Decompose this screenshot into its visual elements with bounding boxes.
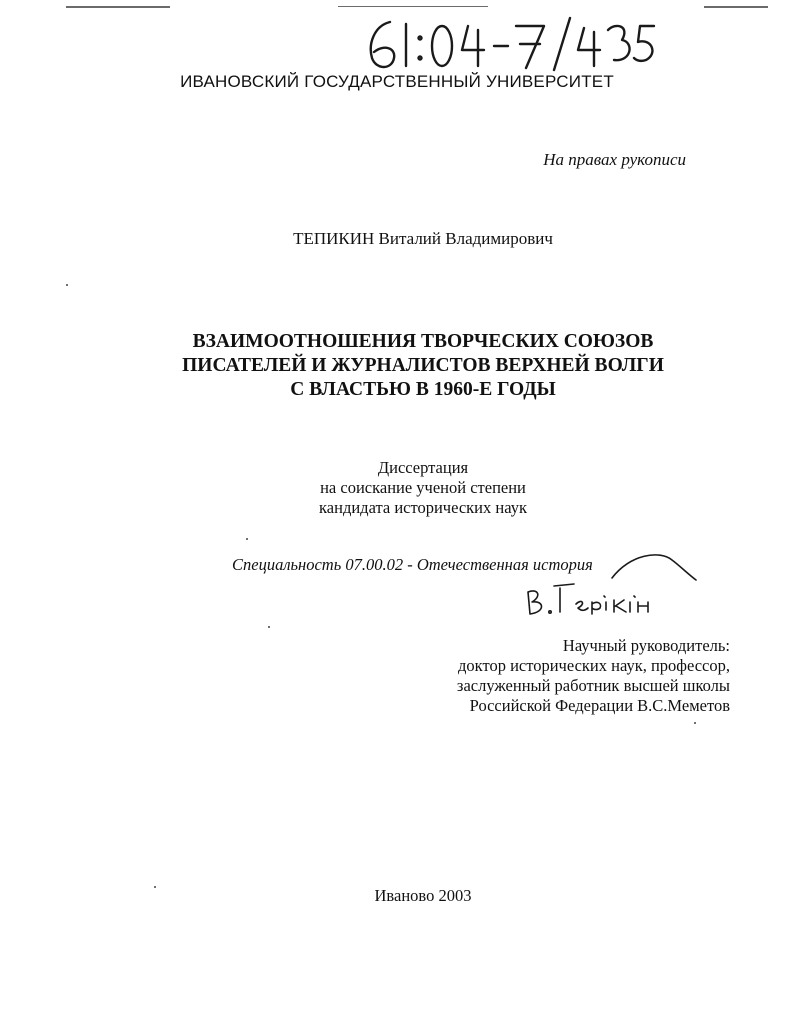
advisor-line: заслуженный работник высшей школы [456, 676, 730, 695]
scan-speck [246, 538, 248, 540]
archive-number-text: 61:04-7/435 [360, 14, 365, 15]
advisor-line: Научный руководитель: [562, 636, 730, 655]
author-signature [520, 552, 700, 624]
degree-statement [0, 458, 794, 518]
scan-speck [268, 626, 270, 628]
scan-speck [694, 722, 696, 724]
handwritten-archive-number [360, 14, 660, 74]
advisor-line: доктор исторических наук, профессор, [458, 656, 730, 675]
advisor-line: Российской Федерации В.С.Меметов [469, 696, 730, 715]
degree-line: на соискание ученой степени [320, 478, 526, 497]
degree-line: Диссертация [377, 458, 469, 477]
signature-text: В. Тепикин [520, 552, 525, 553]
author-name: ТЕПИКИН Виталий Владимирович [293, 229, 553, 248]
scan-speck [66, 284, 68, 286]
manuscript-rights-note: На правах рукописи [543, 150, 686, 169]
scan-artifact-line [66, 6, 170, 8]
title-line: ВЗАИМООТНОШЕНИЯ ТВОРЧЕСКИХ СОЮЗОВ [192, 331, 654, 352]
scan-speck [154, 886, 156, 888]
university-name: ИВАНОВСКИЙ ГОСУДАРСТВЕННЫЙ УНИВЕРСИТЕТ [180, 72, 614, 91]
title-line: С ВЛАСТЬЮ В 1960-Е ГОДЫ [290, 379, 556, 400]
scientific-advisor [432, 636, 730, 716]
degree-line: кандидата исторических наук [319, 498, 527, 517]
scan-artifact-line [704, 6, 768, 8]
specialty-line: Специальность 07.00.02 - Отечественная история [232, 555, 593, 574]
dissertation-title [0, 330, 794, 402]
city-year: Иваново 2003 [374, 886, 472, 905]
title-line: ПИСАТЕЛЕЙ И ЖУРНАЛИСТОВ ВЕРХНЕЙ ВОЛГИ [182, 355, 664, 376]
scan-artifact-line [338, 6, 488, 7]
